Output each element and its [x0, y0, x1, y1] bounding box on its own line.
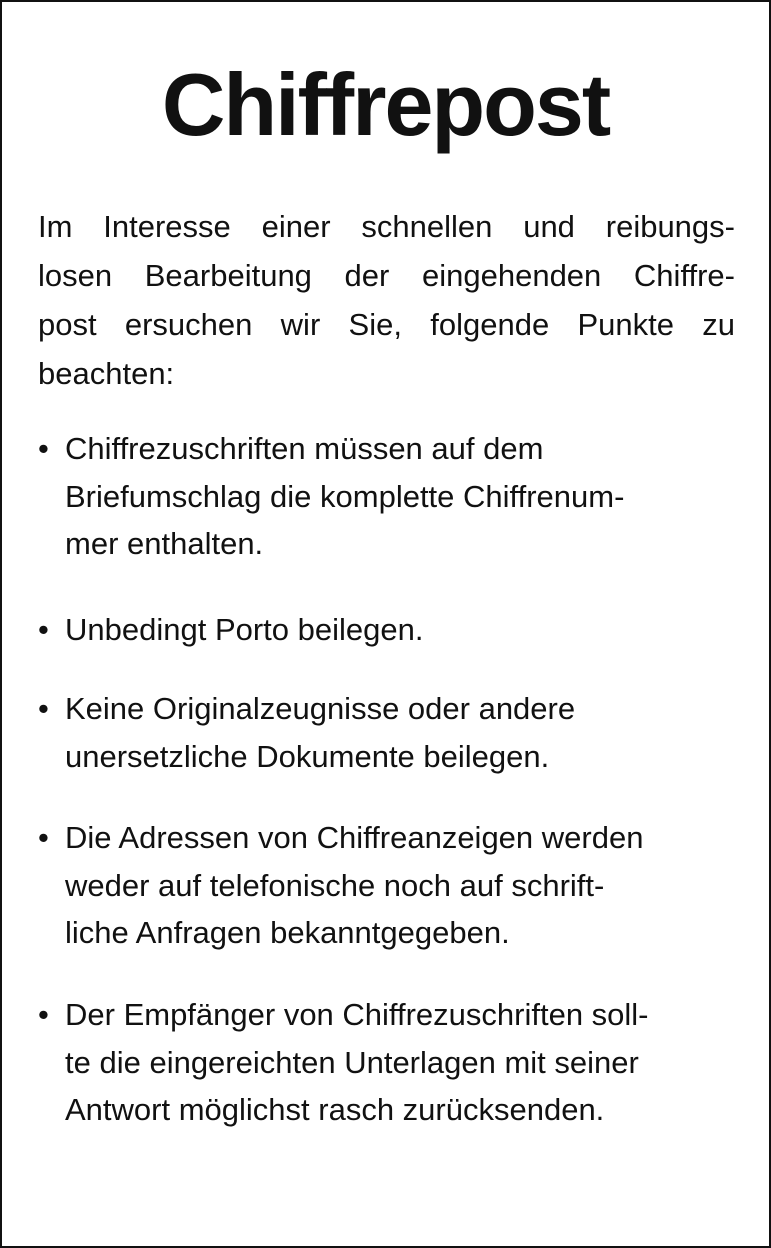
bullet-point-icon: •	[38, 997, 49, 1032]
bullet-line: Keine Originalzeugnisse oder andere	[65, 691, 576, 726]
bullet-line: Antwort möglichst rasch zurücksenden.	[65, 1092, 605, 1127]
bullet-text	[65, 685, 735, 780]
bullet-line: te die eingereichten Unterlagen mit seiner	[65, 1044, 639, 1080]
bullet-point-icon: •	[38, 612, 49, 647]
intro-line: beachten:	[38, 356, 175, 391]
intro-line: Im Interesse einer schnellen und reibungs-	[38, 209, 735, 244]
intro-line: losen Bearbeitung der eingehenden Chiffre-	[38, 258, 735, 293]
bullet-line: Die Adressen von Chiffreanzeigen werden	[65, 820, 644, 855]
bullet-text	[65, 425, 735, 568]
bullet-text	[65, 814, 735, 957]
bullet-text	[65, 991, 735, 1134]
bullet-line: weder auf telefonische noch auf schrift-	[65, 867, 605, 903]
bullet-point-icon: •	[38, 820, 49, 855]
bullet-line: liche Anfragen bekanntgegeben.	[65, 915, 510, 950]
bullet-point-icon: •	[38, 431, 49, 466]
bullet-line: Briefumschlag die komplette Chiffrenum-	[65, 478, 625, 514]
intro-paragraph	[38, 202, 735, 398]
bullet-line: Der Empfänger von Chiffrezuschriften soll-	[65, 997, 649, 1032]
bullet-line: mer enthalten.	[65, 526, 264, 561]
bullet-text	[65, 606, 735, 654]
bullet-point-icon: •	[38, 691, 49, 726]
page-title: Chiffrepost	[161, 55, 610, 154]
bullet-line: unersetzliche Dokumente beilegen.	[65, 738, 550, 774]
bullet-line: Unbedingt Porto beilegen.	[65, 612, 424, 647]
intro-line: post ersuchen wir Sie, folgende Punkte zu	[38, 307, 735, 342]
bullet-line: Chiffrezuschriften müssen auf dem	[65, 431, 544, 466]
